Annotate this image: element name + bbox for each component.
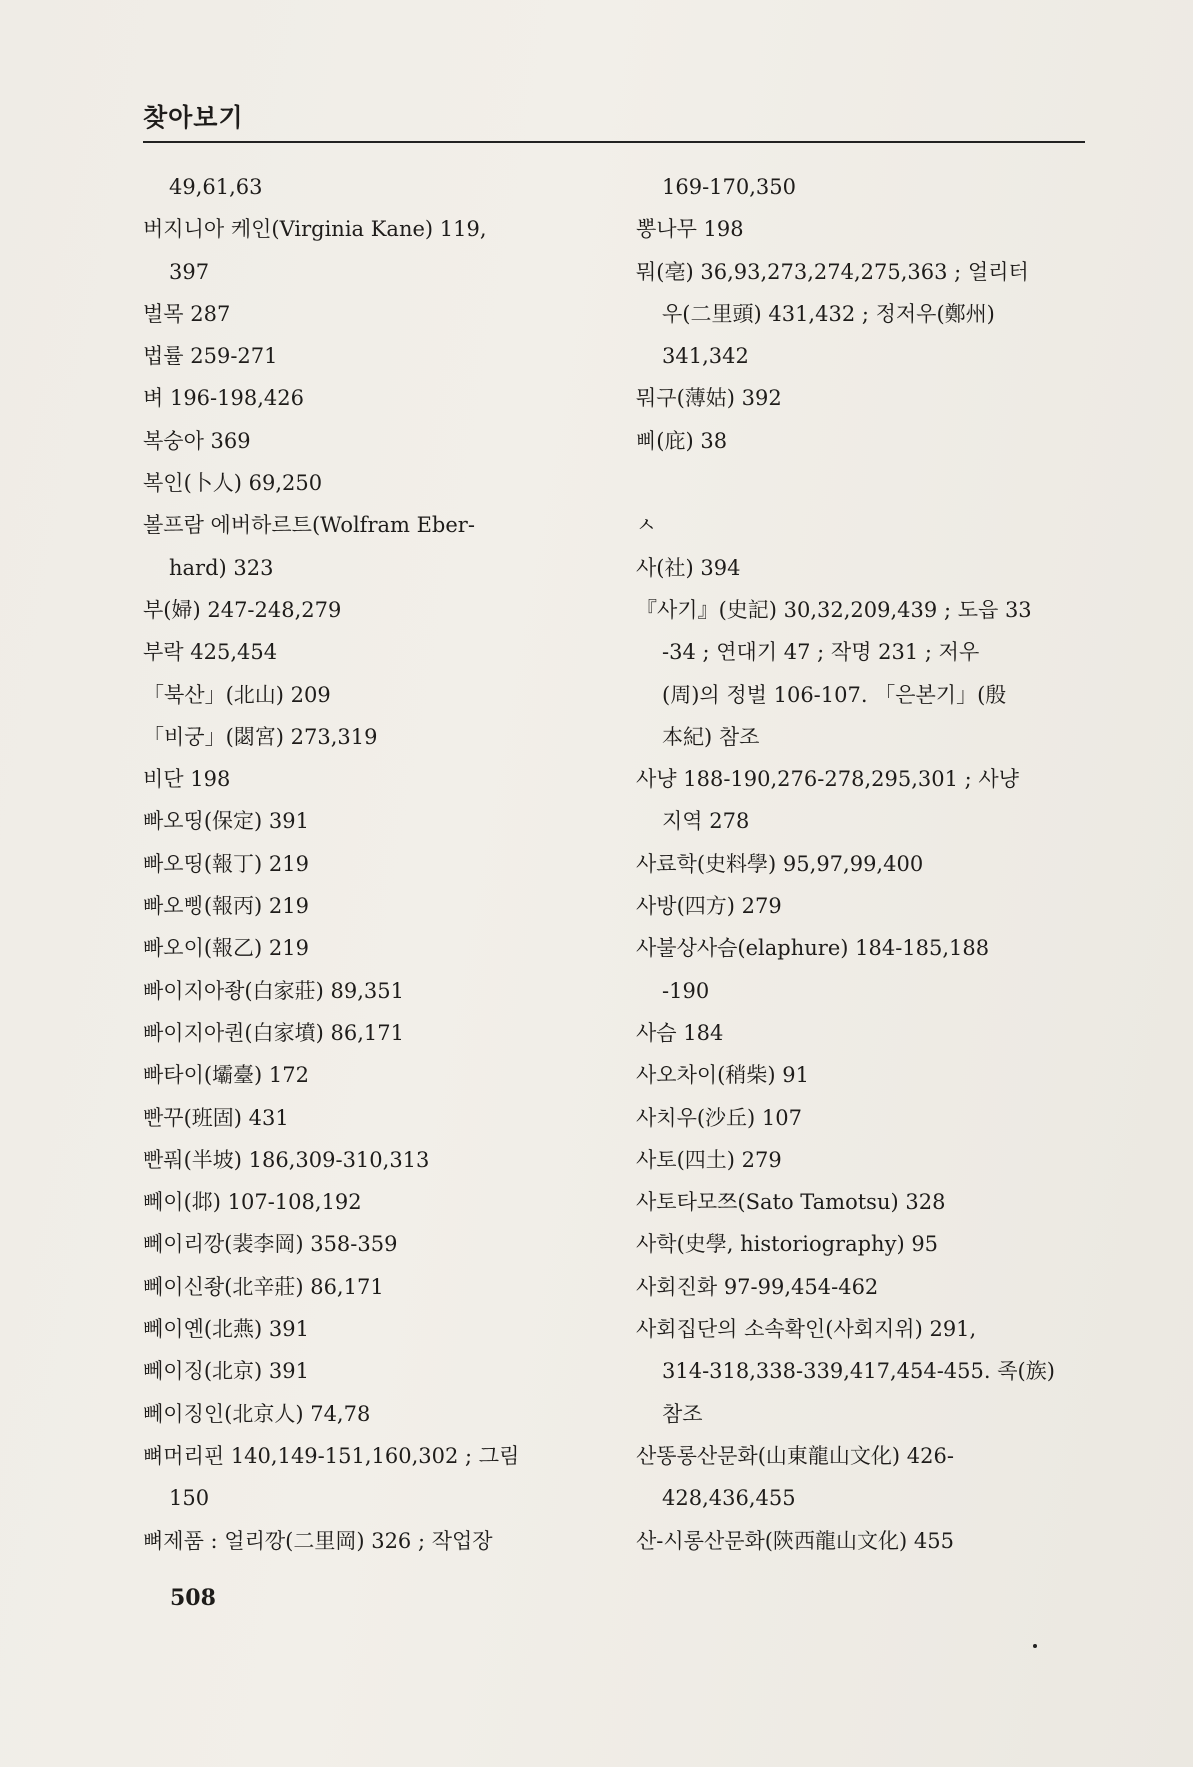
index-entry-line: 뼈머리핀 140,149-151,160,302 ; 그림 bbox=[143, 1443, 520, 1468]
index-entry-line: 사오차이(稍柴) 91 bbox=[636, 1063, 809, 1088]
index-entry-line: 사토(四土) 279 bbox=[636, 1147, 782, 1172]
index-entry-line: -190 bbox=[662, 978, 710, 1003]
index-entry-line: 비단 198 bbox=[143, 767, 231, 792]
index-entry-line: 사방(四方) 279 bbox=[636, 894, 782, 919]
index-entry-line: 뭐구(薄姑) 392 bbox=[636, 386, 782, 411]
index-entry-line: 314-318,338-339,417,454-455. 족(族) bbox=[662, 1359, 1055, 1384]
index-entry-line: 뻬이(邶) 107-108,192 bbox=[143, 1190, 362, 1215]
index-entry-line: 뻬이옌(北燕) 391 bbox=[143, 1317, 310, 1342]
index-entry-line: 법률 259-271 bbox=[143, 344, 278, 369]
index-entry-line: 뻬이징(北京) 391 bbox=[143, 1359, 310, 1384]
index-entry-line: 뼈제품 : 얼리깡(二里岡) 326 ; 작업장 bbox=[143, 1528, 493, 1553]
index-entry-line: 참조 bbox=[662, 1401, 703, 1426]
index-entry-line: 뽕나무 198 bbox=[636, 217, 744, 242]
index-entry-line: 우(二里頭) 431,432 ; 정저우(鄭州) bbox=[662, 301, 995, 326]
index-entry-line: 뻬이리깡(裴李岡) 358-359 bbox=[143, 1232, 398, 1257]
index-entry-line: hard) 323 bbox=[169, 555, 274, 580]
index-entry-line: 「북산」(北山) 209 bbox=[143, 682, 331, 707]
index-entry-line: -34 ; 연대기 47 ; 작명 231 ; 저우 bbox=[662, 640, 980, 665]
index-entry-line: 341,342 bbox=[662, 344, 749, 369]
index-entry-line: 복인(卜人) 69,250 bbox=[143, 471, 323, 496]
index-entry-line: 사불상사슴(elaphure) 184-185,188 bbox=[636, 936, 990, 961]
index-entry-line: 사회진화 97-99,454-462 bbox=[636, 1274, 879, 1299]
index-column-right bbox=[636, 166, 1086, 1562]
index-entry-line: ㅅ bbox=[636, 513, 657, 538]
index-entry-line: 사토타모쯔(Sato Tamotsu) 328 bbox=[636, 1190, 946, 1215]
index-entry-line: 49,61,63 bbox=[169, 175, 263, 199]
index-entry-line: 부락 425,454 bbox=[143, 640, 278, 665]
index-entry-line: 사(社) 394 bbox=[636, 555, 741, 580]
index-entry-line: 뭐(亳) 36,93,273,274,275,363 ; 얼리터 bbox=[636, 259, 1029, 284]
index-entry-line: 빠오삥(報丙) 219 bbox=[143, 894, 310, 919]
index-entry-line: 사학(史學, historiography) 95 bbox=[636, 1232, 939, 1257]
index-entry-line: 169-170,350 bbox=[662, 175, 797, 199]
index-entry-line: 산똥롱산문화(山東龍山文化) 426- bbox=[636, 1443, 954, 1468]
index-entry-line: 벌목 287 bbox=[143, 301, 231, 326]
index-entry-line: 150 bbox=[169, 1486, 210, 1511]
index-entry-line: 사치우(沙丘) 107 bbox=[636, 1105, 803, 1130]
index-column-left bbox=[143, 166, 593, 1562]
index-entry-line: 「비궁」(閟宮) 273,319 bbox=[143, 724, 378, 749]
index-entry-line: 사료학(史料學) 95,97,99,400 bbox=[636, 851, 924, 876]
index-entry-line: (周)의 정벌 106-107. 「은본기」(殷 bbox=[662, 682, 1007, 707]
index-entry-line: 빤풔(半坡) 186,309-310,313 bbox=[143, 1147, 430, 1172]
speck-mark bbox=[1033, 1644, 1037, 1648]
index-entry-line: 벼 196-198,426 bbox=[143, 386, 304, 411]
index-entry-line: 지역 278 bbox=[662, 809, 750, 834]
index-entry-line: 빠이지아좡(白家莊) 89,351 bbox=[143, 978, 404, 1003]
page-number: 508 bbox=[170, 1585, 216, 1611]
index-entry-line: 버지니아 케인(Virginia Kane) 119, bbox=[143, 217, 487, 242]
index-entry-line: 428,436,455 bbox=[662, 1486, 796, 1511]
index-entry-line: 사냥 188-190,276-278,295,301 ; 사냥 bbox=[636, 767, 1019, 792]
index-entry-line: 뻬이징인(北京人) 74,78 bbox=[143, 1401, 371, 1426]
index-entry-line: 빠오띵(保定) 391 bbox=[143, 809, 310, 834]
index-entry-line: 복숭아 369 bbox=[143, 428, 251, 453]
index-entry-line: 사회집단의 소속확인(사회지위) 291, bbox=[636, 1317, 977, 1342]
index-entry-line: 빠타이(壩臺) 172 bbox=[143, 1063, 310, 1088]
index-entry-line: 산-시롱산문화(陝西龍山文化) 455 bbox=[636, 1528, 954, 1553]
index-entry-line: 397 bbox=[169, 259, 210, 284]
index-entry-line: 부(婦) 247-248,279 bbox=[143, 597, 342, 622]
index-entry-line: 뻬이신좡(北辛莊) 86,171 bbox=[143, 1274, 384, 1299]
index-entry-line: 빠오띵(報丁) 219 bbox=[143, 851, 310, 876]
index-entry-line: 볼프람 에버하르트(Wolfram Eber- bbox=[143, 513, 475, 538]
index-entry-line: 빤꾸(班固) 431 bbox=[143, 1105, 289, 1130]
index-entry-line: 빠오이(報乙) 219 bbox=[143, 936, 310, 961]
header-rule bbox=[143, 141, 1085, 143]
running-header: 찾아보기 bbox=[143, 103, 244, 132]
index-entry-line: 本紀) 참조 bbox=[662, 724, 760, 749]
index-entry-line: 빠이지아퀀(白家墳) 86,171 bbox=[143, 1020, 404, 1045]
index-entry-line: 삐(庇) 38 bbox=[636, 428, 728, 453]
index-entry-line: 사슴 184 bbox=[636, 1020, 724, 1045]
index-entry-line: 『사기』(史記) 30,32,209,439 ; 도읍 33 bbox=[636, 597, 1032, 622]
index-entry-line bbox=[636, 462, 1086, 504]
